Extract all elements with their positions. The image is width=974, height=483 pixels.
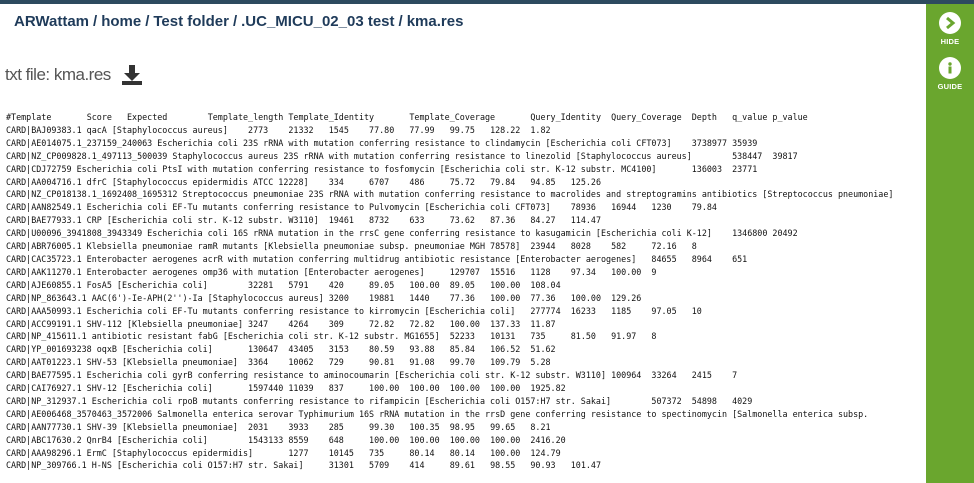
file-text [6,111,922,472]
table-row: CARD|CDJ72759 Escherichia coli PtsI with mutation conferring resistance to fosfomycin [Escherichia coli str. K-12 substr. MC4100] 136003 23771 [6,163,758,174]
guide-button[interactable] [926,57,974,91]
hide-label: HIDE [940,37,960,46]
table-row: CARD|NP_309766.1 H-NS [Escherichia coli O157:H7 str. Sakai] 31301 5709 414 89.61 98.55 90.93 101.47 [6,460,601,471]
breadcrumb-item-home[interactable]: home [101,13,142,30]
table-row: CARD|AA004716.1 dfrC [Staphylococcus epidermidis ATCC 12228] 334 6707 486 75.72 79.84 94.85 125.26 [6,176,601,187]
table-row: CARD|AAK11270.1 Enterobacter aerogenes omp36 with mutation [Enterobacter aerogenes] 129707 15516 1128 97.34 100.00 9 [6,266,657,277]
table-row: CARD|AJE60855.1 FosA5 [Escherichia coli] 32281 5791 420 89.05 100.00 89.05 100.00 108.04 [6,279,561,290]
table-row: CARD|AE006468_3570463_3572006 Salmonella enterica serovar Typhimurium 16S rRNA mutation in the rrsD gene conferring resistance to spectinomycin [Salmonella enterica subsp. [6,408,869,419]
breadcrumb-item-file: kma.res [406,13,464,30]
file-title: txt file: kma.res [5,65,111,84]
top-bar [0,0,974,4]
breadcrumb-separator: / [145,13,150,30]
table-row: CARD|CAC35723.1 Enterobacter aerogenes acrR with mutation conferring multidrug antibiotic resistance [Enterobacter aerogenes] 84655 8964 651 [6,253,748,264]
table-row: CARD|BAE77595.1 Escherichia coli gyrB conferring resistance to aminocoumarin [Escherichia coli str. K-12 substr. W3110] 100964 33264 2415 7 [6,370,738,381]
table-row: CARD|AAA50993.1 Escherichia coli EF-Tu mutants conferring resistance to kirromycin [Escherichia coli] 277774 16233 1185 97.05 10 [6,305,702,316]
table-row: CARD|ABC17630.2 QnrB4 [Escherichia coli] 1543133 8559 648 100.00 100.00 100.00 100.00 2416.20 [6,434,566,445]
table-row: CARD|AAN82549.1 Escherichia coli EF-Tu mutants conferring resistance to Pulvomycin [Escherichia coli CFT073] 78936 16944 1230 79.84 [6,202,717,213]
breadcrumb-separator: / [232,13,238,30]
table-row: CARD|NP_415611.1 antibiotic resistant fabG [Escherichia coli str. K-12 substr. MG1655] 52233 10131 735 81.50 91.97 8 [6,331,657,342]
table-row: CARD|NZ_CP009828.1_497113_500039 Staphylococcus aureus 23S rRNA with mutation conferring resistance to linezolid [Staphylococcus aureus] 538447 39817 [6,150,798,161]
table-row: CARD|YP_001693238 oqxB [Escherichia coli] 130647 43405 3153 80.59 93.88 85.84 106.52 51.62 [6,344,556,355]
table-row: CARD|BAJ09383.1 qacA [Staphylococcus aureus] 2773 21332 1545 77.80 77.99 99.75 128.22 1.82 [6,124,551,135]
table-row: CARD|AAN77730.1 SHV-39 [Klebsiella pneumoniae] 2031 3933 285 99.30 100.35 98.95 99.65 8.21 [6,421,551,432]
table-row: CARD|CAI76927.1 SHV-12 [Escherichia coli] 1597440 11039 837 100.00 100.00 100.00 100.00 1925.82 [6,383,566,394]
table-row: CARD|NP_312937.1 Escherichia coli rpoB mutants conferring resistance to rifampicin [Escherichia coli O157:H7 str. Sakai] 507372 54898 4029 [6,395,753,406]
file-content-viewer[interactable] [6,111,922,483]
hide-button[interactable] [926,12,974,46]
chevron-right-icon [939,12,961,34]
table-row: CARD|ABR76005.1 Klebsiella pneumoniae ramR mutants [Klebsiella pneumoniae subsp. pneumoniae MGH 78578] 23944 8028 582 72.16 8 [6,241,697,252]
guide-label: GUIDE [937,82,963,91]
breadcrumb-item-subfolder[interactable]: .UC_MICU_02_03 test [241,13,395,30]
breadcrumb-item-folder[interactable]: Test folder [153,13,229,30]
table-row: CARD|BAE77933.1 CRP [Escherichia coli str. K-12 substr. W3110] 19461 8732 633 73.62 87.36 84.27 114.47 [6,215,601,226]
info-icon [939,57,961,79]
file-header [5,64,143,86]
side-panel [926,4,974,483]
table-row: CARD|AAT01223.1 SHV-53 [Klebsiella pneumoniae] 3364 10062 729 90.81 91.08 99.70 109.79 5.28 [6,357,551,368]
table-row: CARD|NP_863643.1 AAC(6')-Ie-APH(2'')-Ia [Staphylococcus aureus] 3200 19881 1440 77.36 100.00 77.36 100.00 129.26 [6,292,642,303]
breadcrumb [14,13,463,30]
table-row: CARD|NZ_CP018138.1_1692408_1695312 Streptococcus pneumoniae 23S rRNA with mutation conferring resistance to macrolides and streptogramins antibiotics [Streptococcus pneumoniae] [6,189,894,200]
table-row: CARD|AE014075.1_237159_240063 Escherichia coli 23S rRNA with mutation conferring resistance to clindamycin [Escherichia coli CFT073] 3738977 35939 [6,137,758,148]
breadcrumb-item-workspace[interactable]: ARWattam [14,13,90,30]
table-row: CARD|AAA98296.1 ErmC [Staphylococcus epidermidis] 1277 10145 735 80.14 80.14 100.00 124.79 [6,447,561,458]
breadcrumb-separator: / [93,13,98,30]
table-row: CARD|U00096_3941808_3943349 Escherichia coli 16S rRNA mutation in the rrsC gene conferring resistance to kasugamicin [Escherichia coli K-12] 1346800 20492 [6,228,798,239]
table-header-row: #Template Score Expected Template_length Template_Identity Template_Coverage Query_Identity Query_Coverage Depth q_value p_value [6,112,808,122]
breadcrumb-separator: / [398,13,403,30]
download-icon[interactable] [121,64,143,86]
table-row: CARD|ACC99191.1 SHV-112 [Klebsiella pneumoniae] 3247 4264 309 72.82 72.82 100.00 137.33 11.87 [6,318,556,329]
